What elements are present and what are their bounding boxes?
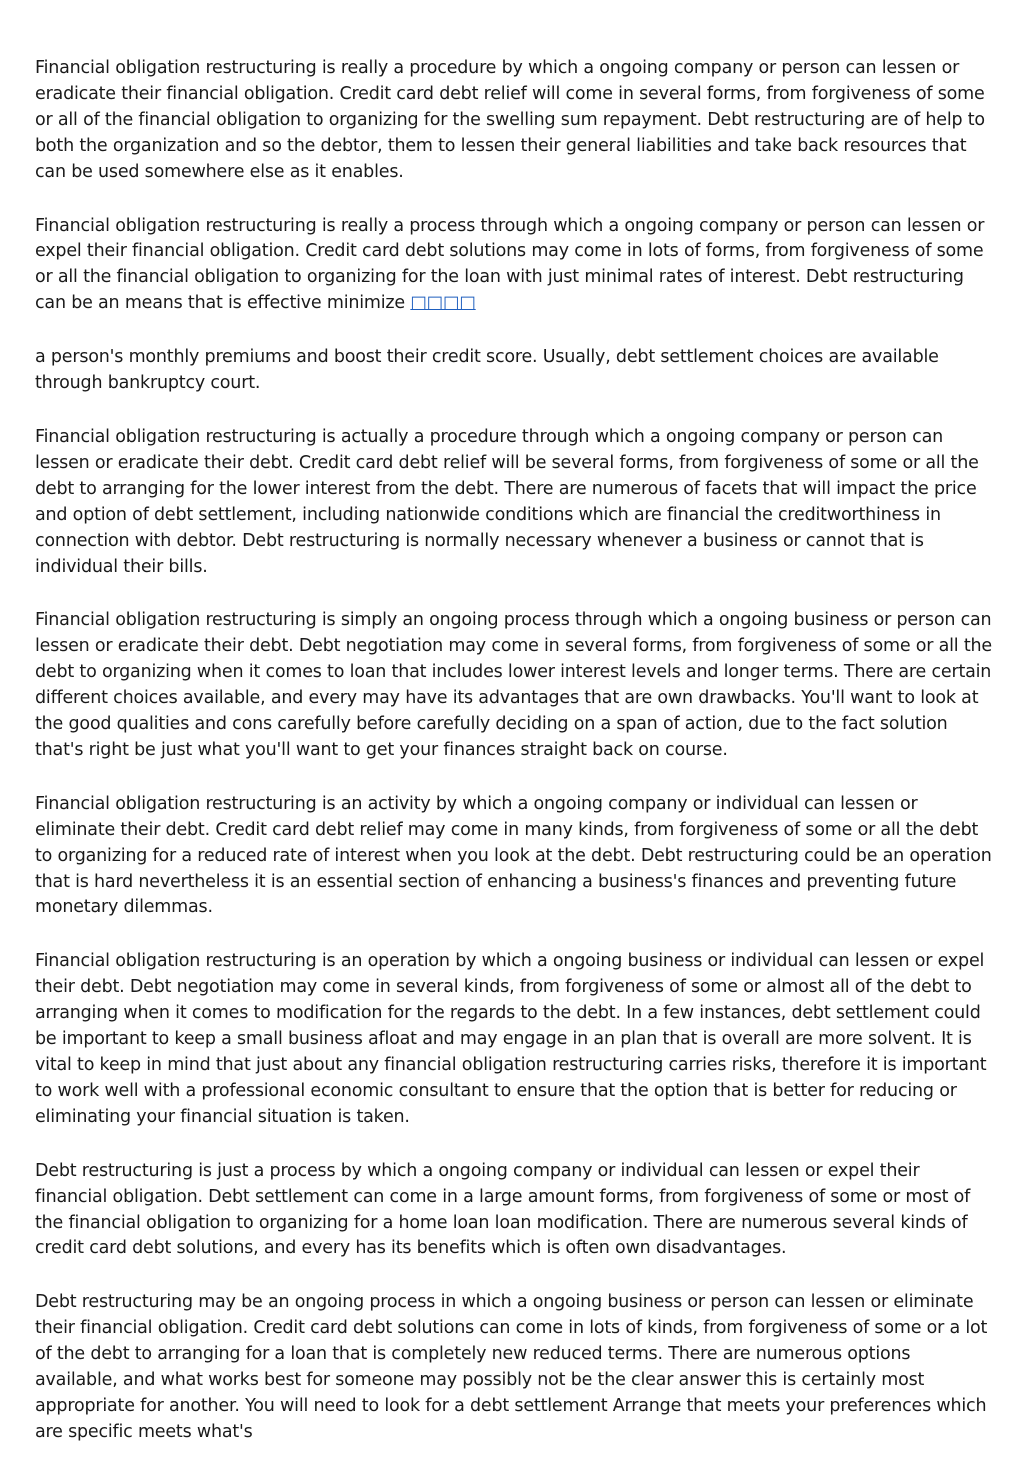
paragraph-3: a person's monthly premiums and boost their credit score. Usually, debt settlement choices are available through bankruptcy court. [35,347,939,394]
paragraph-2 [35,214,995,318]
paragraph-9: Debt restructuring may be an ongoing process in which a ongoing business or person can lessen or eliminate their financial obligation. Credit card debt solutions can come in lots of kinds, from forgiveness of some or a lot of the debt to arranging for a loan that is completely new reduced terms. There are numerous options available, and what works best for someone may possibly not be the clear answer this is certainly most appropriate for another. You will need to look for a debt settlement Arrange that meets your preferences which are specific meets what's [35,1292,988,1442]
paragraph-5: Financial obligation restructuring is simply an ongoing process through which a ongoing business or person can lessen or eradicate their debt. Debt negotiation may come in several forms, from forgiveness of some or all the debt to organizing when it comes to loan that includes lower interest levels and longer terms. There are certain different choices available, and every may have its advantages that are own drawbacks. You'll want to look at the good qualities and cons carefully before carefully deciding on a span of action, due to the fact solution that's right be just what you'll want to get your finances straight back on course. [35,610,992,760]
paragraph-4: Financial obligation restructuring is actually a procedure through which a ongoing company or person can lessen or eradicate their debt. Credit card debt relief will be several forms, from forgiveness of some or all the debt to arranging for the lower interest from the debt. There are numerous of facets that will impact the price and option of debt settlement, including nationwide conditions which are financial the creditworthiness in connection with debtor. Debt restructuring is normally necessary whenever a business or cannot that is individual their bills. [35,426,979,577]
document-body [35,56,995,1474]
paragraph-7: Financial obligation restructuring is an operation by which a ongoing business or individual can lessen or expel their debt. Debt negotiation may come in several kinds, from forgiveness of some or almost all of the debt to arranging when it comes to modification for the regards to the debt. In a few instances, debt settlement could be important to keep a small business afloat and may engage in an plan that is overall are more solvent. It is vital to keep in mind that just about any financial obligation restructuring carries risks, therefore it is important to work well with a professional economic consultant to ensure that the option that is better for reducing or eliminating your financial situation is taken. [35,951,987,1127]
paragraph-1: Financial obligation restructuring is really a procedure by which a ongoing company or person can lessen or eradicate their financial obligation. Credit card debt relief will come in several forms, from forgiveness of some or all of the financial obligation to organizing for the swelling sum repayment. Debt restructuring are of help to both the organization and so the debtor, them to lessen their general liabilities and take back resources that can be used somewhere else as it enables. [35,58,985,182]
inline-link[interactable]: □□□□ [410,293,476,314]
paragraph-2-text: Financial obligation restructuring is really a process through which a ongoing company or person can lessen or expel their financial obligation. Credit card debt solutions may come in lots of forms, from forgiveness of some or all the financial obligation to organizing for the loan with just minimal rates of interest. Debt restructuring can be an means that is effective minimize [35,215,985,314]
paragraph-8: Debt restructuring is just a process by which a ongoing company or individual can lessen or expel their financial obligation. Debt settlement can come in a large amount forms, from forgiveness of some or most of the financial obligation to organizing for a home loan loan modification. There are numerous several kinds of credit card debt solutions, and every has its benefits which is often own disadvantages. [35,1160,971,1259]
paragraph-6: Financial obligation restructuring is an activity by which a ongoing company or individual can lessen or eliminate their debt. Credit card debt relief may come in many kinds, from forgiveness of some or all the debt to organizing for a reduced rate of interest when you look at the debt. Debt restructuring could be an operation that is hard nevertheless it is an essential section of enhancing a business's finances and preventing future monetary dilemmas. [35,793,992,918]
